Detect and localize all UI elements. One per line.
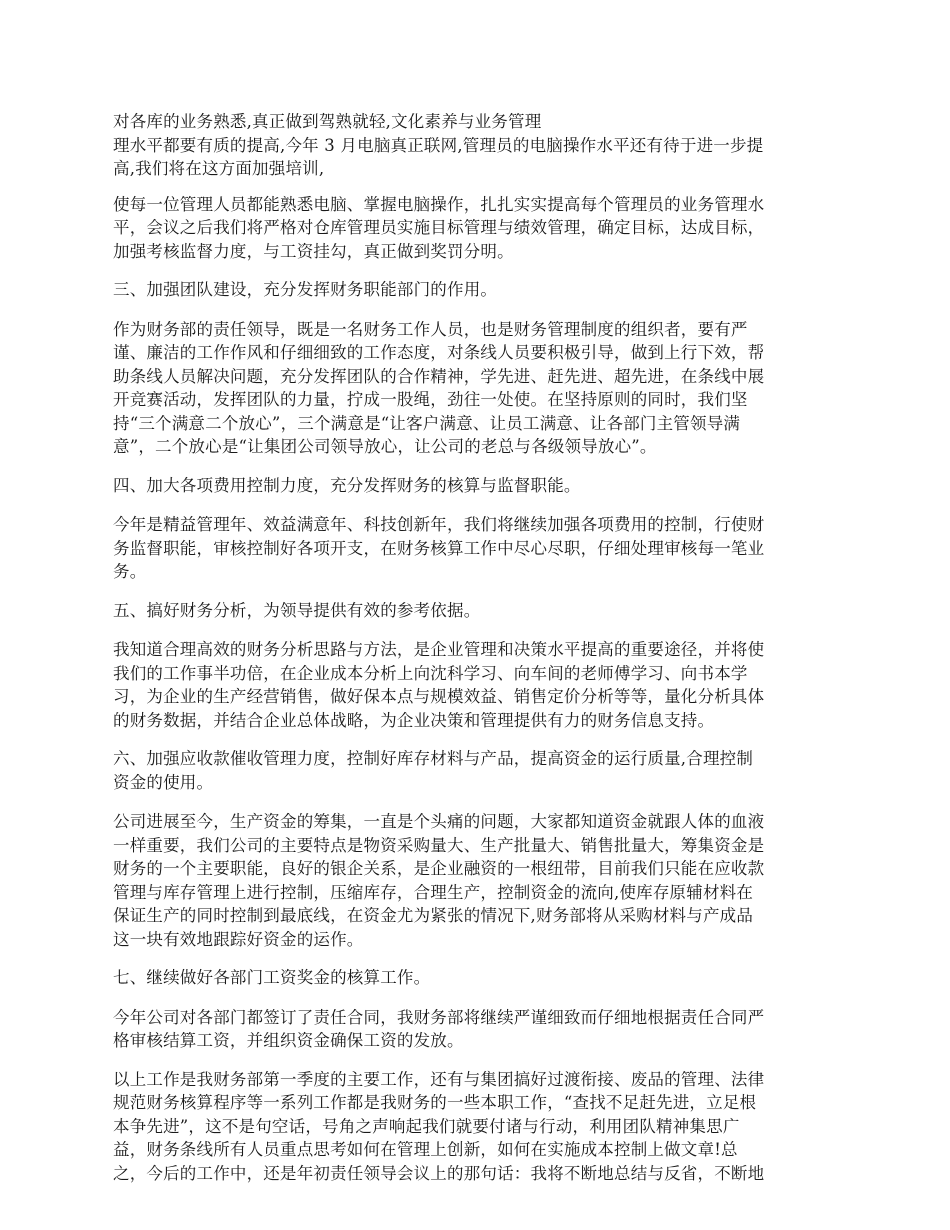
text-line: 这一块有效地跟踪好资金的运作。 — [113, 929, 364, 949]
body-paragraph — [113, 1006, 828, 1053]
text-line: 持“三个满意二个放心”，三个满意是“让客户满意、让员工满意、让各部门主管领导满 — [113, 413, 741, 433]
section-heading — [113, 599, 828, 623]
text-line: 的财务数据，并结合企业总体战略，为企业决策和管理提供有力的财务信息支持。 — [113, 710, 715, 730]
text-line: 使每一位管理人员都能熟悉电脑、掌握电脑操作，扎扎实实提高每个管理员的业务管理水 — [113, 194, 765, 214]
text-line: 今年是精益管理年、效益满意年、科技创新年，我们将继续加强各项费用的控制，行使财 — [113, 515, 765, 534]
text-line: 我知道合理高效的财务分析思路与方法，是企业管理和决策水平提高的重要途径，并将使 — [113, 640, 765, 659]
text-line: 管理与库存管理上进行控制，压缩库存，合理生产，控制资金的流向,使库存原辅材料在 — [113, 882, 754, 902]
text-line: 对各库的业务熟悉,真正做到驾熟就轻,文化素养与业务管理 — [113, 112, 542, 131]
text-line: 高,我们将在这方面加强培训, — [113, 159, 325, 178]
text-line: 六、加强应收款催收管理力度，控制好库存材料与产品，提高资金的运行质量,合理控制 — [113, 749, 754, 768]
text-line: 五、搞好财务分析，为领导提供有效的参考依据。 — [113, 600, 481, 620]
body-paragraph — [113, 810, 828, 951]
section-heading — [113, 278, 828, 302]
section-heading — [113, 966, 828, 990]
text-line: 我们的工作事半功倍，在企业成本分析上向沈科学习、向车间的老师傅学习、向书本学 — [113, 663, 748, 683]
text-line: 本争先进”，这不是句空话，号角之声响起我们就要付诸与行动，利用团队精神集思广 — [113, 1116, 740, 1136]
text-line: 开竞赛活动，发挥团队的力量，拧成一股绳，劲往一处使。在坚持原则的同时，我们坚 — [113, 390, 748, 409]
text-line: 习，为企业的生产经营销售，做好保本点与规模效益、销售定价分析等等，量化分析具体 — [113, 687, 765, 706]
text-line: 意”，二个放心是“让集团公司领导放心，让公司的老总与各级领导放心”。 — [113, 437, 657, 456]
document-page — [113, 110, 828, 1200]
text-line: 四、加大各项费用控制力度，充分发挥财务的核算与监督职能。 — [113, 475, 581, 495]
text-line: 平，会议之后我们将严格对仓库管理员实施目标管理与绩效管理，确定目标，达成目标， — [113, 218, 765, 237]
text-line: 今年公司对各部门都签订了责任合同，我财务部将继续严谨细致而仔细地根据责任合同严 — [113, 1007, 765, 1027]
body-paragraph — [113, 513, 828, 584]
text-line: 务。 — [113, 562, 147, 581]
text-line: 规范财务核算程序等一系列工作都是我财务的一些本职工作，“查找不足赶先进，立足根 — [113, 1093, 757, 1112]
text-line: 谨、廉洁的工作作风和仔细细致的工作态度，对条线人员要积极引导，做到上行下效，帮 — [113, 343, 765, 362]
body-paragraph — [113, 638, 828, 732]
body-paragraph — [113, 110, 828, 181]
text-line: 理水平都要有质的提高,今年 3 月电脑真正联网,管理员的电脑操作水平还有待于进一步提 — [113, 135, 764, 155]
text-line: 务监督职能，审核控制好各项开支，在财务核算工作中尽心尽职，仔细处理审核每一笔业 — [113, 538, 765, 558]
text-line: 保证生产的同时控制到最底线，在资金尤为紧张的情况下,财务部将从采购材料与产成品 — [113, 906, 754, 925]
text-line: 公司进展至今，生产资金的筹集，一直是个头痛的问题，大家都知道资金就跟人体的血液 — [113, 812, 765, 831]
text-line: 加强考核监督力度，与工资挂勾，真正做到奖罚分明。 — [113, 241, 514, 261]
section-heading — [113, 474, 828, 498]
text-line: 作为财务部的责任领导，既是一名财务工作人员，也是财务管理制度的组织者，要有严 — [113, 319, 748, 339]
text-line: 七、继续做好各部门工资奖金的核算工作。 — [113, 968, 431, 987]
text-line: 以上工作是我财务部第一季度的主要工作，还有与集团搞好过渡衔接、废品的管理、法律 — [113, 1069, 765, 1089]
text-line: 一样重要，我们公司的主要特点是物资采购量大、生产批量大、销售批量大，筹集资金是 — [113, 835, 765, 855]
body-paragraph — [113, 1068, 828, 1186]
text-line: 格审核结算工资，并组织资金确保工资的发放。 — [113, 1031, 464, 1050]
text-line: 助条线人员解决问题，充分发挥团队的合作精神，学先进、赶先进、超先进，在条线中展 — [113, 366, 765, 386]
text-line: 益，财务条线所有人员重点思考如何在管理上创新，如何在实施成本控制上做文章!总 — [113, 1140, 738, 1159]
body-paragraph — [113, 318, 828, 459]
text-line: 财务的一个主要职能，良好的银企关系，是企业融资的一根纽带，目前我们只能在应收款 — [113, 859, 765, 878]
text-line: 之，今后的工作中，还是年初责任领导会议上的那句话：我将不断地总结与反省，不断地 — [113, 1163, 765, 1183]
section-heading — [113, 747, 828, 794]
text-line: 资金的使用。 — [113, 772, 214, 792]
body-paragraph — [113, 193, 828, 264]
text-line: 三、加强团队建设，充分发挥财务职能部门的作用。 — [113, 280, 498, 299]
